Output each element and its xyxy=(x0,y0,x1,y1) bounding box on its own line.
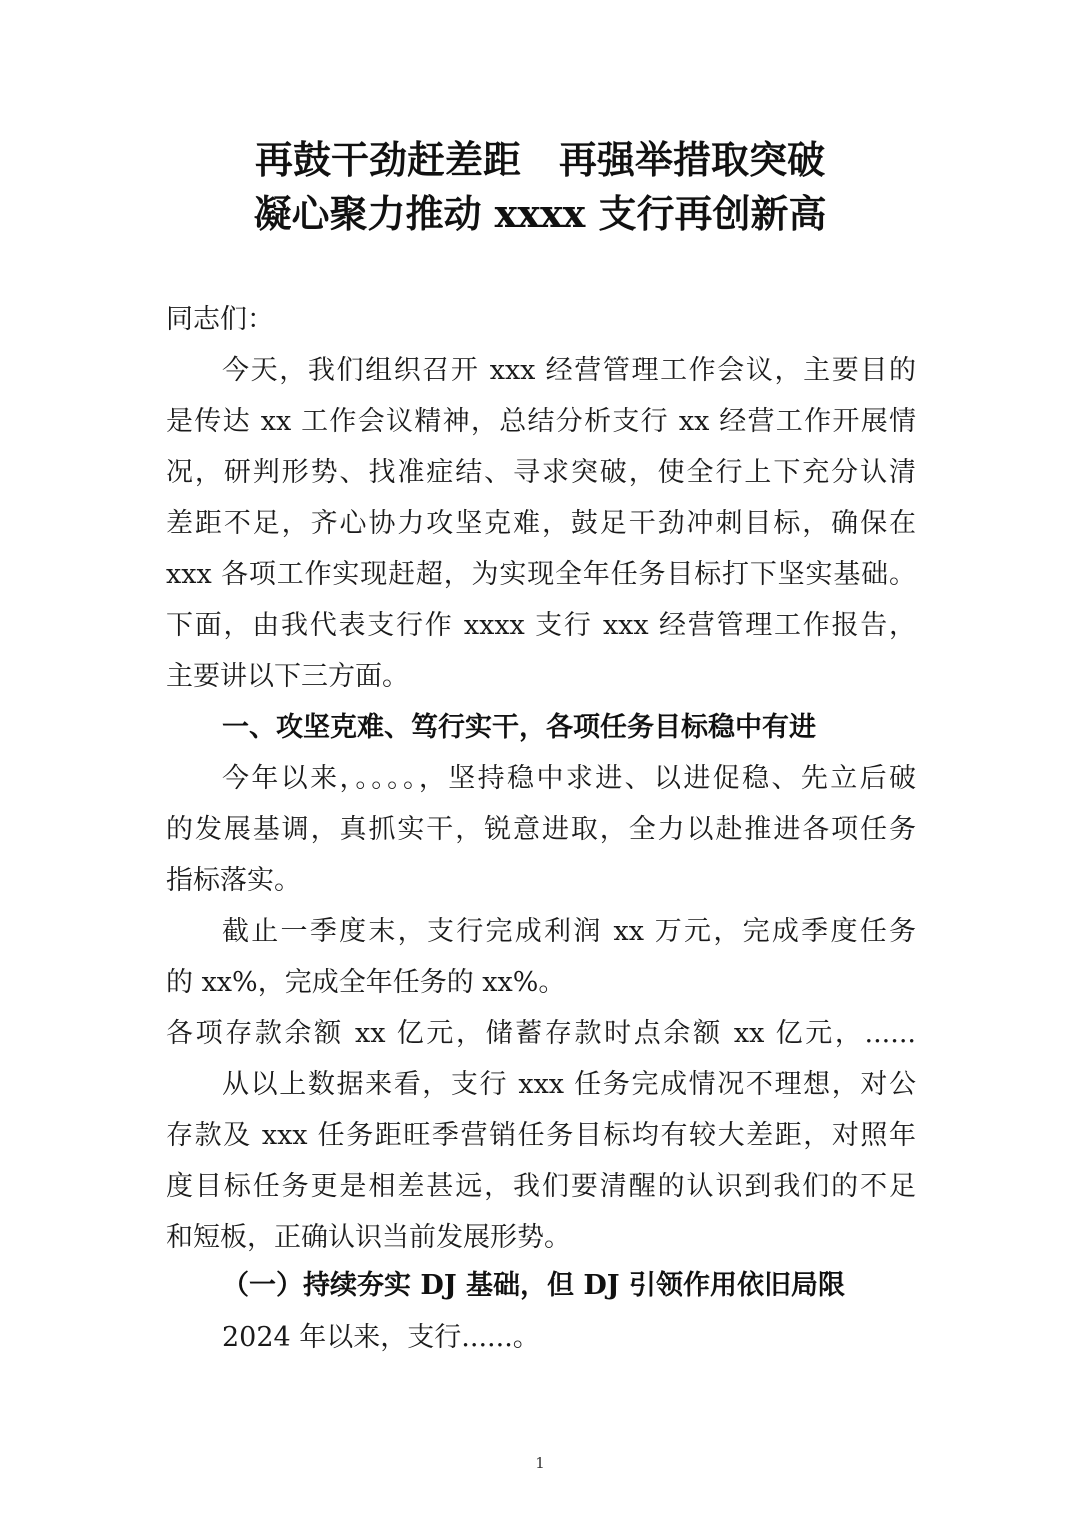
paragraph-line: 存款及 xxx 任务距旺季营销任务目标均有较大差距，对照年 xyxy=(166,1120,916,1151)
paragraph-line: 从以上数据来看，支行 xxx 任务完成情况不理想，对公 xyxy=(222,1069,916,1100)
paragraph-line: 下面，由我代表支行作 xxxx 支行 xxx 经营管理工作报告， xyxy=(166,610,916,641)
paragraph-line: 截止一季度末，支行完成利润 xx 万元，完成季度任务 xyxy=(222,916,916,947)
paragraph-line: 是传达 xx 工作会议精神，总结分析支行 xx 经营工作开展情 xyxy=(166,406,916,437)
subsection-heading: （一）持续夯实 DJ 基础，但 DJ 引领作用依旧局限 xyxy=(222,1270,845,1301)
paragraph-line: 各项存款余额 xx 亿元，储蓄存款时点余额 xx 亿元，...... xyxy=(166,1018,916,1049)
page-number: 1 xyxy=(535,1454,545,1472)
paragraph-line: 主要讲以下三方面。 xyxy=(166,661,409,692)
paragraph-line: 2024 年以来，支行......。 xyxy=(222,1322,540,1353)
paragraph-line: 今天，我们组织召开 xxx 经营管理工作会议，主要目的 xyxy=(222,355,916,386)
paragraph-line: 度目标任务更是相差甚远，我们要清醒的认识到我们的不足 xyxy=(166,1171,916,1202)
paragraph-line: 今年以来，。。。。，坚持稳中求进、以进促稳、先立后破 xyxy=(222,763,916,794)
paragraph-line: 的 xx%，完成全年任务的 xx%。 xyxy=(166,967,566,998)
title-line-2: 凝心聚力推动 xxxx 支行再创新高 xyxy=(253,191,827,236)
title-line-1: 再鼓干劲赶差距 再强举措取突破 xyxy=(254,137,825,182)
paragraph-line: 指标落实。 xyxy=(166,865,301,896)
paragraph-line: 况，研判形势、找准症结、寻求突破，使全行上下充分认清 xyxy=(166,457,916,488)
paragraph-line: 的发展基调，真抓实干，锐意进取，全力以赴推进各项任务 xyxy=(166,814,916,845)
section-heading: 一、攻坚克难、笃行实干，各项任务目标稳中有进 xyxy=(222,712,816,743)
paragraph-line: 差距不足，齐心协力攻坚克难，鼓足干劲冲刺目标，确保在 xyxy=(166,508,916,539)
paragraph-line: 和短板，正确认识当前发展形势。 xyxy=(166,1222,571,1253)
paragraph-line: xxx 各项工作实现赶超，为实现全年任务目标打下坚实基础。 xyxy=(166,559,916,590)
salutation: 同志们： xyxy=(166,304,274,335)
